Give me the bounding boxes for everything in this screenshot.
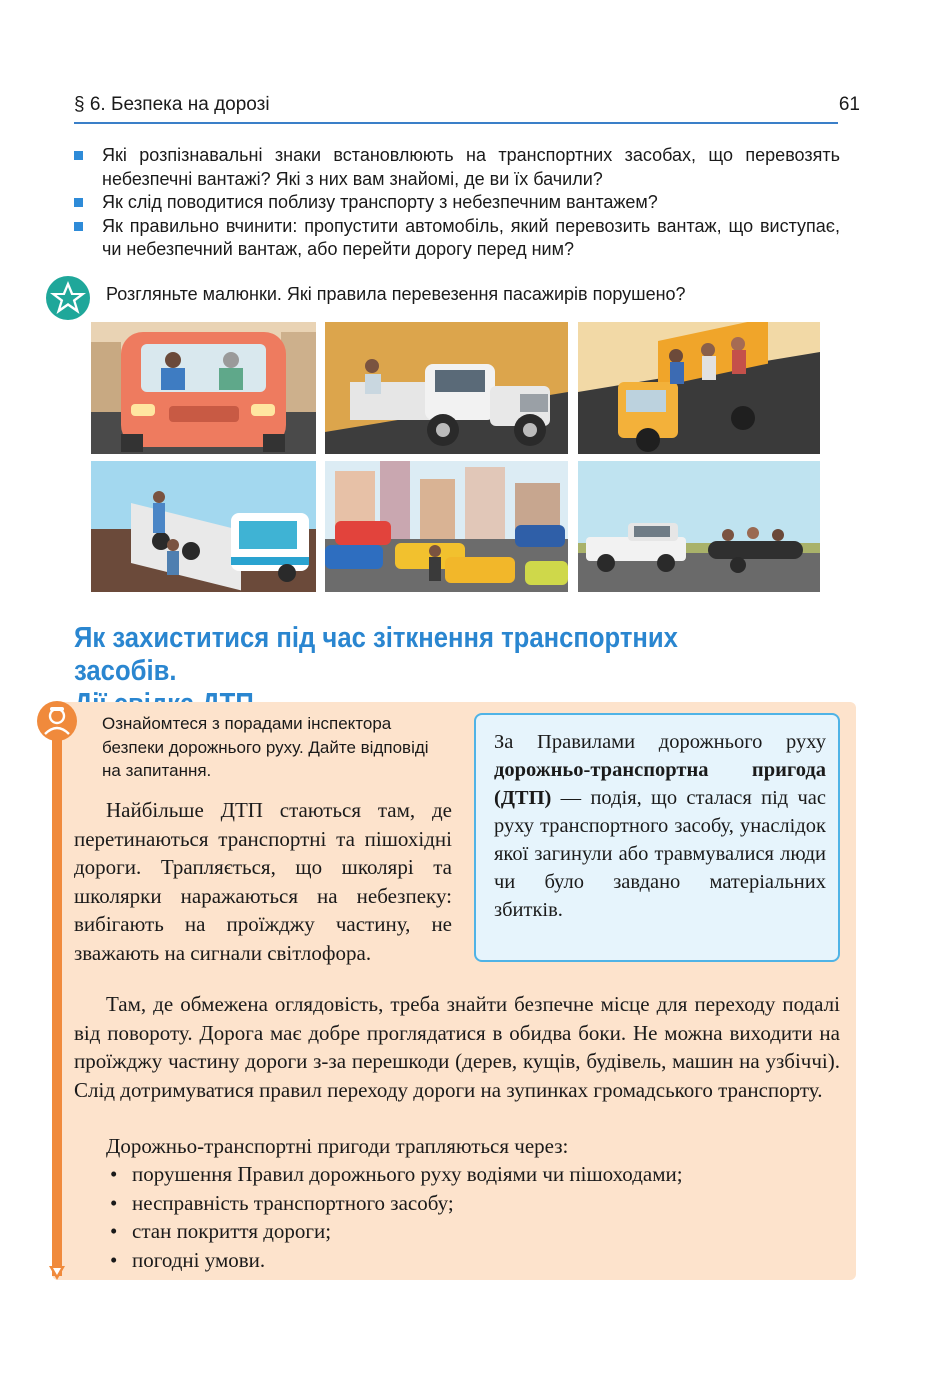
list-item: • погодні умови. (110, 1247, 266, 1272)
illustration-passengers-in-truck-bed (578, 322, 820, 454)
paragraph: Там, де обмежена оглядовість, треба знайти безпечне місце для переходу подалі від повороту. Дорога має добре проглядатися в обидва боки. Не можна виходити на проїжджу частину дороги з-за перешкоди (дерев, кущів, будівель, машин на узбіччі). Слід дотримуватися правил переходу дороги на зупинках громадського транспорту. (74, 992, 840, 1102)
square-bullet-icon (74, 198, 83, 207)
illustration-traffic-jam-taxi (325, 461, 568, 592)
star-icon (44, 274, 92, 322)
page-header (74, 94, 860, 124)
page-number: 61 (838, 94, 860, 115)
paragraph: Найбільше ДТП стаються там, де перетинаються транспортні та пішохідні дороги. Трапляється, що школярі та школярки наражаються на небезпеку: вибігають на проїжджу частину, не зважають на сигнали світлофора. (74, 798, 452, 965)
header-divider (74, 122, 838, 124)
square-bullet-icon (74, 151, 83, 160)
section-heading: § 6. Безпека на дорозі (74, 94, 270, 115)
section-title: Як захиститися під час зіткнення транспортних засобів. (74, 622, 678, 687)
inspector-intro: Ознайомтеся з порадами інспектора безпеки дорожнього руху. Дайте відповіді на запитання. (102, 714, 429, 780)
question-list (74, 144, 840, 262)
list-item: Як правильно вчинити: пропустити автомобіль, який перевозить вантаж, що виступає, чи небезпечний вантаж, або перейти дорогу перед ним? (74, 215, 840, 262)
task-text: Розгляньте малюнки. Які правила перевезення пасажирів порушено? (106, 284, 686, 304)
list-item: • несправність транспортного засобу; (110, 1190, 454, 1215)
list-item: • стан покриття дороги; (110, 1219, 332, 1243)
arrow-down-icon (49, 1266, 65, 1280)
list-item: Які розпізнавальні знаки встановлюють на транспортних засобах, що перевозять небезпечні вантажі? Які з них вам знайомі, де ви їх бачили? (74, 144, 840, 191)
list-item: • порушення Правил дорожнього руху водіями чи пішоходами; (110, 1162, 683, 1186)
definition-term: дорожньо-транспортна пригода (ДТП) (494, 759, 826, 809)
causes-list (110, 1160, 850, 1274)
square-bullet-icon (74, 222, 83, 231)
inspector-icon (36, 700, 78, 742)
paragraph: Дорожньо-транспортні пригоди трапляються через: (106, 1134, 569, 1158)
definition-box: За Правилами дорожнього руху дорожньо-транспортна пригода (ДТП) — подія, що сталася під час руху транспортного засобу, унаслідок якої загинули або травмувалися люди чи було завдано матеріальних збитків. (474, 713, 840, 962)
list-item: Як слід поводитися поблизу транспорту з небезпечним вантажем? (74, 191, 840, 215)
illustration-pickup-truck (325, 322, 568, 454)
illustration-pickup-with-boat-trailer (578, 461, 820, 592)
advice-side-bar (52, 720, 62, 1276)
illustration-bus-loading (91, 461, 316, 592)
illustration-car-front (91, 322, 316, 454)
